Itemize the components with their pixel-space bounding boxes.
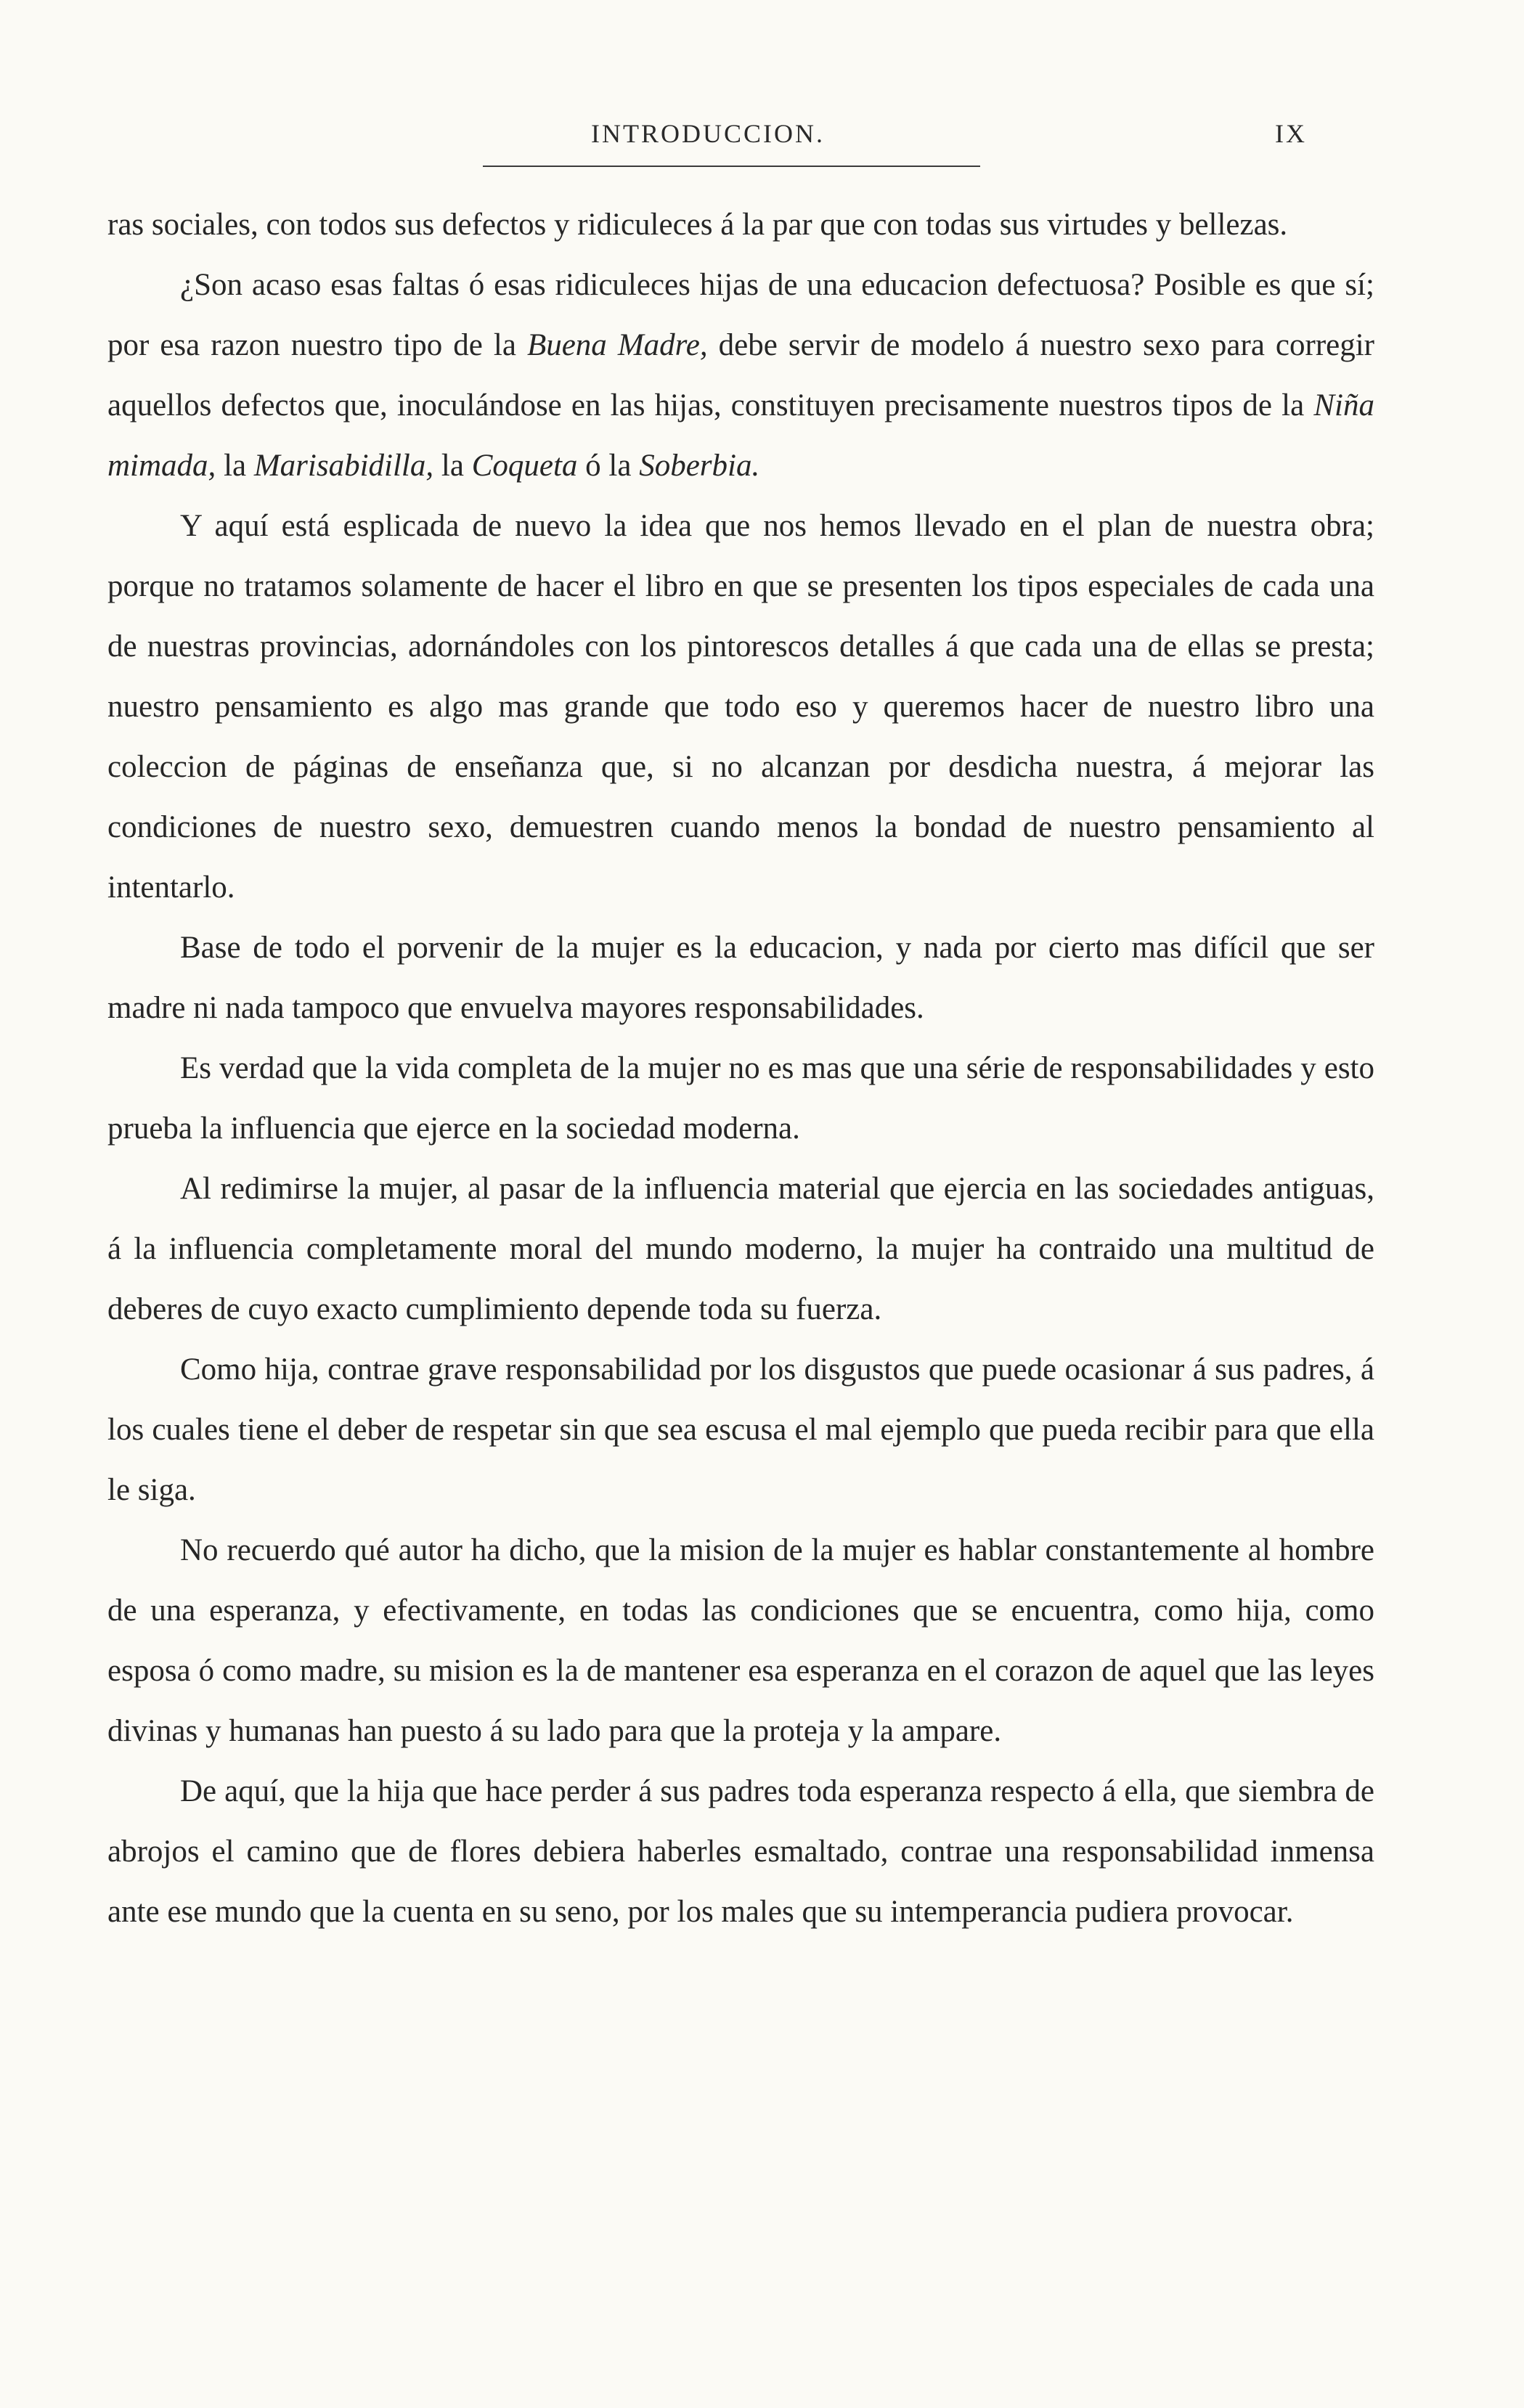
paragraph-6: Al redimirse la mujer, al pasar de la influencia material que ejercia en las sociedades antiguas, á la influencia completamente moral del mundo moderno, la mujer ha contraido una multitud de deberes de cuyo exacto cumplimiento depende toda su fuerza.: [107, 1172, 1374, 1326]
running-title: INTRODUCCION.: [591, 119, 825, 148]
paragraph-2-text-e: ó la: [577, 449, 640, 483]
body-text: [107, 195, 1374, 1942]
type-title-soberbia: Soberbia.: [639, 449, 760, 483]
running-head: [109, 118, 1307, 162]
header-rule: [483, 166, 980, 167]
paragraph-9: De aquí, que la hija que hace perder á sus padres toda esperanza respecto á ella, que siembra de abrojos el camino que de flores debiera haberles esmaltado, contrae una responsabilidad inmensa ante ese mundo que la cuenta en su seno, por los males que su intemperancia pudiera provocar.: [107, 1774, 1374, 1929]
type-title-coqueta: Coqueta: [471, 449, 578, 483]
type-title-nina-mimada: Niña mimada,: [107, 388, 1374, 483]
paragraph-2-text-b: debe servir de modelo á nuestro sexo para corregir aquellos defectos que, inoculándose en las hijas, constituyen precisamente nuestros tipos de la: [107, 328, 1374, 423]
paragraph-2-text-d: la: [433, 449, 472, 483]
type-title-marisabidilla: Marisabidilla,: [253, 449, 434, 483]
paragraph-2-text-c: la: [216, 449, 254, 483]
page-number: IX: [1275, 119, 1307, 148]
paragraph-2-text-a: ¿Son acaso esas faltas ó esas ridiculeces hijas de una educacion defectuosa? Posible es que sí; por esa razon nuestro tipo de la: [107, 268, 1374, 362]
paragraph-4: Base de todo el porvenir de la mujer es la educacion, y nada por cierto mas difícil que ser madre ni nada tampoco que envuelva mayores responsabilidades.: [107, 931, 1374, 1025]
type-title-buena-madre: Buena Madre,: [526, 328, 708, 362]
paragraph-2: [107, 255, 1374, 496]
paragraph-8: No recuerdo qué autor ha dicho, que la mision de la mujer es hablar constantemente al hombre de una esperanza, y efectivamente, en todas las condiciones que se encuentra, como hija, como esposa ó como madre, su mision es la de mantener esa esperanza en el corazon de aquel que las leyes divinas y humanas han puesto á su lado para que la proteja y la ampare.: [107, 1533, 1374, 1748]
paragraph-3: Y aquí está esplicada de nuevo la idea que nos hemos llevado en el plan de nuestra obra; porque no tratamos solamente de hacer el libro en que se presenten los tipos especiales de cada una de nuestras provincias, adornándoles con los pintorescos detalles á que cada una de ellas se presta; nuestro pensamiento es algo mas grande que todo eso y queremos hacer de nuestro libro una coleccion de páginas de enseñanza que, si no alcanzan por desdicha nuestra, á mejorar las condiciones de nuestro sexo, demuestren cuando menos la bondad de nuestro pensamiento al intentarlo.: [107, 509, 1374, 905]
paragraph-5: Es verdad que la vida completa de la mujer no es mas que una série de responsabilidades y esto prueba la influencia que ejerce en la sociedad moderna.: [107, 1051, 1374, 1146]
paragraph-7: Como hija, contrae grave responsabilidad por los disgustos que puede ocasionar á sus padres, á los cuales tiene el deber de respetar sin que sea escusa el mal ejemplo que pueda recibir para que ella le siga.: [107, 1352, 1374, 1507]
paragraph-1: ras sociales, con todos sus defectos y ridiculeces á la par que con todas sus virtudes y bellezas.: [107, 208, 1288, 242]
